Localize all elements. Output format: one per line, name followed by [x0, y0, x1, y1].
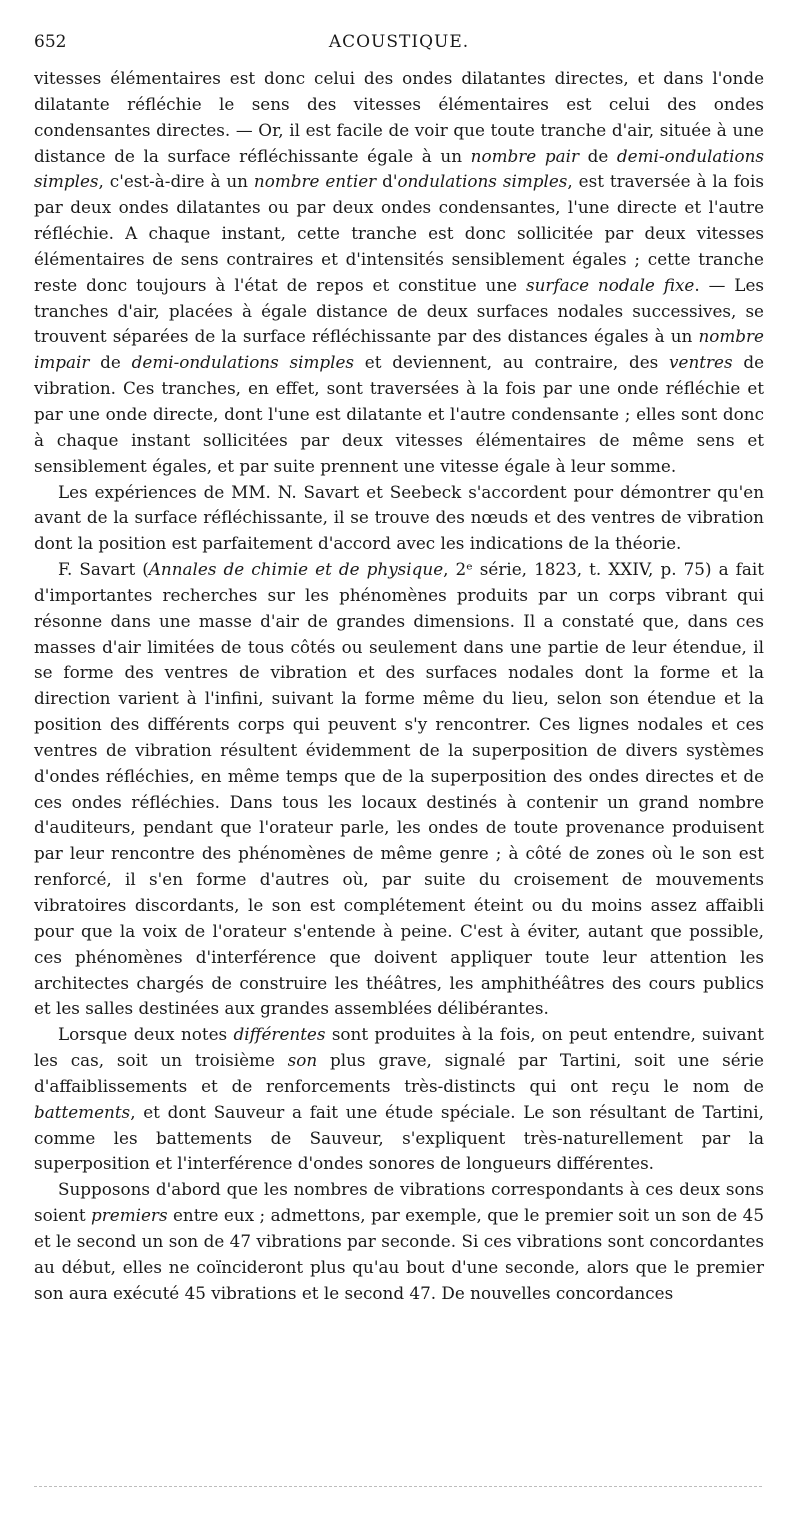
italic-term: premiers: [91, 1205, 168, 1226]
text-run: vitesses élémentaires est donc celui des ondes dilatantes directes, et dans l'onde dilatante réfléchie le sens des vitesses élémentaires est celui des ondes condensantes directes. — Or, il est facile de voir que toute tranche d'air, située à une distance de la surface réfléchissante égale à un: [34, 68, 764, 166]
page-number: 652: [34, 32, 67, 52]
italic-term: nombre pair: [470, 145, 579, 166]
text-run: , est traversée à la fois par deux ondes dilatantes ou par deux ondes condensantes, l'une directe et l'autre réfléchie. A chaque instant, cette tranche est donc sollicitée par deux vitesses élémentaires de sens contraires et d'intensités sensiblement égales ; cette tranche reste donc toujours à l'état de repos et constitue une: [34, 171, 764, 295]
paragraph-4: [34, 1022, 764, 1177]
paragraph-5: [34, 1177, 764, 1306]
italic-term: nombre impair: [34, 326, 764, 373]
text-run: de: [89, 352, 132, 373]
text-run: de vibration. Ces tranches, en effet, sont traversées à la fois par une onde réfléchie et par une onde directe, dont l'une est dilatante et l'autre condensante ; elles sont donc à chaque instant sollicitées par deux vitesses élémentaires de même sens et sensiblement égales, et par suite prennent une vitesse égale à leur somme.: [34, 352, 765, 476]
paragraph-2: [34, 480, 764, 558]
italic-term: ondulations simples: [397, 171, 568, 192]
body-text: [34, 66, 764, 1307]
text-run: d': [376, 171, 398, 192]
footer-rule: [34, 1486, 762, 1487]
text-run: F. Savart (: [58, 559, 149, 580]
italic-term: demi-ondulations simples: [34, 145, 765, 192]
italic-term: nombre entier: [253, 171, 377, 192]
text-run: sont produites à la fois, on peut entendre, suivant les cas, soit un troisième: [34, 1024, 764, 1071]
text-run: . — Les tranches d'air, placées à égale distance de deux surfaces nodales successives, se trouvent séparées de la surface réfléchissante par des distances égales à un: [34, 274, 764, 347]
italic-term: différentes: [233, 1024, 326, 1045]
italic-term: demi-ondulations simples: [131, 352, 355, 373]
text-run: , c'est-à-dire à un: [98, 171, 254, 192]
text-run: entre eux ; admettons, par exemple, que le premier soit un son de 45 et le second un son de 47 vibrations par seconde. Si ces vibrations sont concordantes au début, elles ne coïncideront plus qu'au bout d'une seconde, alors que le premier son aura exécuté 45 vibrations et le second 47. De nouvelles concordances: [34, 1205, 764, 1303]
italic-term: battements: [34, 1101, 131, 1122]
text-run: Les expériences de MM. N. Savart et Seebeck s'accordent pour démontrer qu'en avant de la surface réfléchissante, il se trouve des nœuds et des ventres de vibration dont la position est parfaitement d'accord avec les indications de la théorie.: [34, 481, 764, 554]
running-title: ACOUSTIQUE.: [328, 32, 470, 52]
paragraph-3: [34, 557, 764, 1022]
text-run: plus grave, signalé par Tartini, soit une série d'affaiblissements et de renforcements très-distincts qui ont reçu le nom de: [34, 1050, 764, 1096]
italic-term: surface nodale fixe: [526, 274, 695, 295]
italic-term: ventres: [669, 352, 733, 373]
text-run: Lorsque deux notes: [58, 1024, 234, 1045]
page-header: [34, 32, 764, 60]
text-run: et deviennent, au contraire, des: [354, 352, 670, 373]
text-run: , et dont Sauveur a fait une étude spéciale. Le son résultant de Tartini, comme les battements de Sauveur, s'expliquent très-naturellement par la superposition et l'interférence d'ondes sonores de longueurs différentes.: [34, 1101, 764, 1174]
italic-term: son: [287, 1050, 318, 1071]
text-run: de: [578, 145, 617, 166]
text-run: , 2ᵉ série, 1823, t. XXIV, p. 75) a fait d'importantes recherches sur les phénomènes produits par un corps vibrant qui résonne dans une masse d'air de grandes dimensions. Il a constaté que, dans ces masses d'air limitées de tous côtés ou seulement dans une partie de leur étendue, il se forme des ventres de vibration et des surfaces nodales dont la forme et la direction varient à l'infini, suivant la forme même du lieu, selon son étendue et la position des différents corps qui peuvent s'y rencontrer. Ces lignes nodales et ces ventres de vibration résultent évidemment de la superposition de divers systèmes d'ondes réfléchies, en même temps que de la superposition des ondes directes et de ces ondes réfléchies. Dans tous les locaux destinés à contenir un grand nombre d'auditeurs, pendant que l'orateur parle, les ondes de toute provenance produisent par leur rencontre des phénomènes de même genre ; à côté de zones où le son est renforcé, il s'en forme d'autres où, par suite du croisement de mouvements vibratoires discordants, le son est complétement éteint ou du moins assez affaibli pour que la voix de l'orateur s'entende à peine. C'est à éviter, autant que possible, ces phénomènes d'interférence que doivent appliquer toute leur attention les architectes chargés de construire les théâtres, les amphithéâtres des cours publics et les salles destinées aux grandes assemblées délibérantes.: [34, 559, 764, 1019]
paragraph-1: [34, 66, 764, 480]
italic-term: Annales de chimie et de physique: [148, 559, 444, 580]
text-run: Supposons d'abord que les nombres de vibrations correspondants à ces deux sons soient: [34, 1179, 764, 1226]
